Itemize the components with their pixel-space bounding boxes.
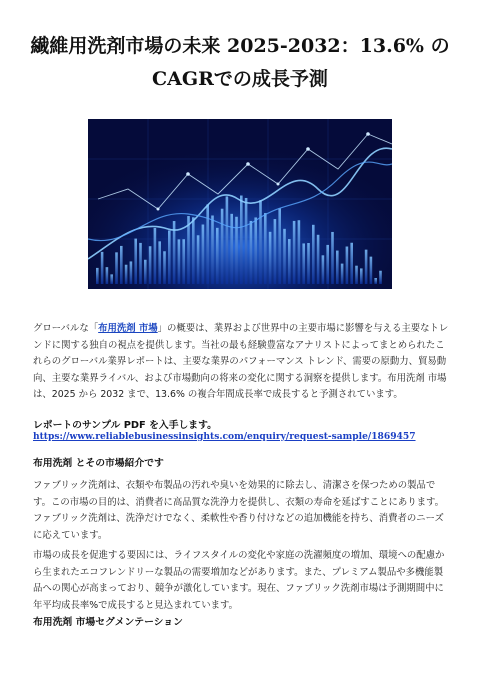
hero-bar: [341, 264, 344, 284]
hero-bar: [240, 196, 243, 284]
hero-bar: [355, 266, 358, 284]
hero-bar: [326, 245, 329, 284]
hero-bar: [278, 208, 281, 284]
section-heading-intro: 布用洗剤 とその市場紹介です: [33, 458, 164, 469]
hero-bar: [365, 250, 368, 284]
hero-image: [88, 119, 392, 289]
hero-bar: [235, 217, 238, 284]
hero-bar: [168, 230, 171, 284]
hero-bar: [312, 225, 315, 284]
hero-bar: [202, 225, 205, 284]
hero-bar: [158, 241, 161, 284]
sample-pdf-heading: レポートのサンプル PDF を入手します。: [33, 420, 217, 431]
hero-bar: [139, 243, 142, 284]
hero-bar: [336, 251, 339, 284]
hero-bar: [120, 246, 123, 284]
market-link[interactable]: 布用洗剤 市場: [98, 323, 158, 334]
hero-bar: [96, 268, 99, 284]
hero-bar: [182, 239, 185, 284]
hero-bar: [274, 219, 277, 284]
hero-bar: [245, 198, 248, 284]
hero-bar: [163, 251, 166, 284]
hero-bar: [331, 232, 334, 284]
hero-bar: [192, 217, 195, 284]
hero-bar: [144, 260, 147, 284]
intro-after: 」の概要は、業界および世界中の主要市場に影響を与える主要なトレンドに関する独自の視点を提供します。当社の最も経験豊富なアナリストによってまとめられたこれらのグローバル業界レポートは、主要な業界のパフォーマンス トレンド、需要の原動力、貿易動向、主要な業界ライバル、および市場動向の将来の変化に関する洞察を提供します。布用洗剤 市場は、2025 から 2032 まで、13.6% の複合年間成長率で成長すると予測されています。: [33, 323, 449, 400]
hero-bar: [101, 252, 104, 284]
title-line-2: CAGRでの成長予測: [152, 68, 328, 90]
hero-bar: [374, 278, 377, 284]
hero-bar: [346, 247, 349, 284]
hero-bar: [317, 235, 320, 284]
hero-bar: [178, 239, 181, 284]
title-line-1: 繊維用洗剤市場の未来 2025-2032：13.6% の: [30, 35, 450, 57]
hero-bar: [221, 209, 224, 284]
intro-paragraph: [33, 321, 449, 404]
hero-bar: [379, 271, 382, 284]
intro-before: グローバルな「: [33, 323, 99, 334]
hero-bar: [288, 239, 291, 284]
hero-bar: [197, 235, 200, 284]
hero-bar: [259, 200, 262, 284]
hero-bar: [125, 265, 128, 284]
hero-bar: [106, 267, 109, 284]
document-title: [30, 30, 450, 96]
hero-bar: [350, 243, 353, 284]
hero-bar: [154, 228, 157, 284]
hero-bar: [226, 196, 229, 284]
hero-bar: [370, 257, 373, 284]
hero-bar: [322, 255, 325, 284]
financial-chart-illustration: [88, 119, 392, 289]
hero-bar: [283, 229, 286, 284]
hero-bar: [298, 220, 301, 284]
hero-bar: [110, 274, 113, 284]
hero-bar: [230, 214, 233, 284]
section-heading-segmentation: 布用洗剤 市場セグメンテーション: [33, 617, 183, 628]
section-paragraph-2: 市場の成長を促進する要因には、ライフスタイルの変化や家庭の洗濯頻度の増加、環境への配慮から生まれたエコフレンドリーな製品の需要増加などがあります。また、プレミアム製品や多機能製品への関心が高まっており、競争が激化しています。現在、ファブリック洗剤市場は予測期間中に年平均成長率%で成長すると見込まれています。: [33, 550, 445, 611]
hero-bar: [206, 204, 209, 284]
hero-bar: [360, 268, 363, 284]
section-paragraph-1: ファブリック洗剤は、衣類や布製品の汚れや臭いを効果的に除去し、清潔さを保つための製品です。この市場の目的は、消費者に高品質な洗浄力を提供し、衣類の寿命を延ばすことにあります。ファブリック洗剤は、洗浄だけでなく、柔軟性や香り付けなどの追加機能を持ち、消費者のニーズに応えています。: [33, 480, 445, 541]
hero-bar: [302, 243, 305, 284]
hero-bar: [269, 232, 272, 284]
hero-bar: [254, 217, 257, 284]
hero-bar: [264, 213, 267, 284]
hero-bar: [216, 228, 219, 284]
hero-bar: [115, 252, 118, 284]
hero-bar: [250, 221, 253, 284]
hero-bar: [307, 243, 310, 284]
hero-bar: [149, 246, 152, 284]
sample-request-link[interactable]: https://www.reliablebusinessinsights.com/enquiry/request-sample/1869457: [33, 431, 416, 442]
hero-bar: [293, 221, 296, 284]
hero-bar: [130, 261, 133, 284]
hero-bar: [134, 239, 137, 284]
hero-bar: [211, 215, 214, 284]
